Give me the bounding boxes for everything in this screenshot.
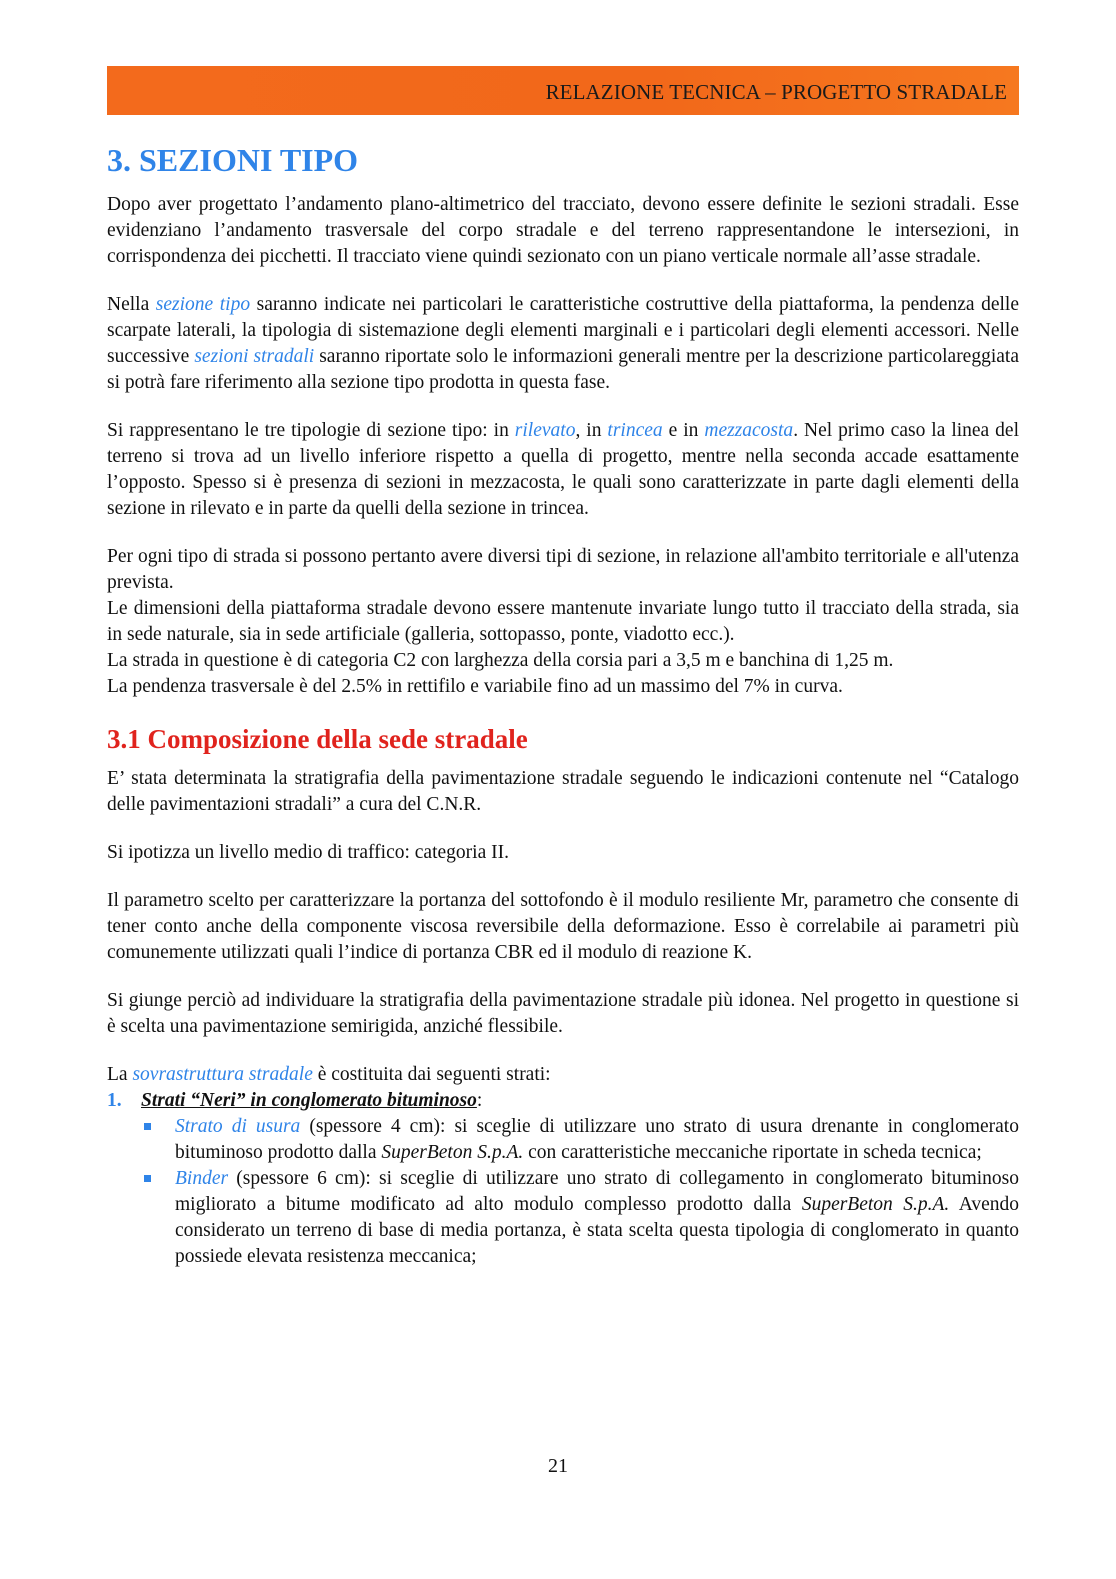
square-bullet-icon	[144, 1175, 151, 1182]
section-3-paragraph-5: Le dimensioni della piattaforma stradale devono essere mantenute invariate lungo tutto il tracciato della strada, sia in sede naturale, sia in sede artificiale (galleria, sottopasso, ponte, viadotto ecc.).	[107, 598, 1019, 645]
page-number: 21	[548, 1455, 568, 1477]
list-number: 1.	[107, 1090, 122, 1111]
term-mezzacosta: mezzacosta	[704, 420, 794, 441]
section-3-1-paragraph-4: Si giunge perciò ad individuare la stratigrafia della pavimentazione stradale più idonea. Nel progetto in questione si è scelta una pavimentazione semirigida, anziché flessibile.	[107, 990, 1019, 1037]
list-item-strati-neri: 1. Strati “Neri” in conglomerato bituminoso:	[107, 1088, 1019, 1114]
section-3-paragraph-4: Per ogni tipo di strada si possono pertanto avere diversi tipi di sezione, in relazione all'ambito territoriale e all'utenza prevista.	[107, 546, 1019, 593]
bullet-strato-usura: Strato di usura (spessore 4 cm): si sceglie di utilizzare uno strato di usura drenante in conglomerato bituminoso prodotto dalla SuperBeton S.p.A. con caratteristiche meccaniche riportate in scheda tecnica;	[107, 1114, 1019, 1166]
bullet-binder: Binder (spessore 6 cm): si sceglie di utilizzare uno strato di collegamento in conglomerato bituminoso migliorato a bitume modificato ad alto modulo complesso prodotto dalla SuperBeton S.p.A. Avendo considerato un terreno di base di media portanza, è stata scelta questa tipologia di conglomerato in quanto possiede elevata resistenza meccanica;	[107, 1166, 1019, 1270]
section-3-1-paragraph-2: Si ipotizza un livello medio di traffico: categoria II.	[107, 842, 509, 863]
square-bullet-icon	[144, 1123, 151, 1130]
section-3-paragraph-1: Dopo aver progettato l’andamento plano-altimetrico del tracciato, devono essere definite le sezioni stradali. Esse evidenziano l’andamento trasversale del corpo stradale e del terreno rappresentandone le intersezioni, in corrispondenza dei picchetti. Il tracciato viene quindi sezionato con un piano verticale normale all’asse stradale.	[107, 194, 1019, 267]
term-binder: Binder	[175, 1168, 229, 1189]
header-title: RELAZIONE TECNICA – PROGETTO STRADALE	[545, 80, 1007, 104]
section-3-paragraph-7: La pendenza trasversale è del 2.5% in rettifilo e variabile fino ad un massimo del 7% in curva.	[107, 676, 843, 697]
section-3-1-title: 3.1 Composizione della sede stradale	[107, 724, 528, 754]
list-item-title: Strati “Neri” in conglomerato bituminoso	[141, 1090, 477, 1111]
section-3-1-paragraph-1: E’ stata determinata la stratigrafia della pavimentazione stradale seguendo le indicazioni contenute nel “Catalogo delle pavimentazioni stradali” a cura del C.N.R.	[107, 768, 1019, 815]
term-trincea: trincea	[607, 420, 663, 441]
term-sezione-tipo: sezione tipo	[155, 294, 251, 315]
term-sovrastruttura-stradale: sovrastruttura stradale	[132, 1064, 313, 1085]
page-content	[107, 140, 1019, 1270]
section-3-1-paragraph-5: La sovrastruttura stradale è costituita dai seguenti strati:	[107, 1064, 551, 1085]
section-3-paragraph-2: Nella sezione tipo saranno indicate nei particolari le caratteristiche costruttive della piattaforma, la pendenza delle scarpate laterali, la tipologia di sistemazione degli elementi marginali e i particolari degli elementi accessori. Nelle successive sezioni stradali saranno riportate solo le informazioni generali mentre per la descrizione particolareggiata si potrà fare riferimento alla sezione tipo prodotta in questa fase.	[107, 294, 1019, 393]
term-rilevato: rilevato	[514, 420, 576, 441]
section-3-title: 3. SEZIONI TIPO	[107, 142, 359, 178]
section-3-paragraph-3: Si rappresentano le tre tipologie di sezione tipo: in rilevato, in trincea e in mezzacosta. Nel primo caso la linea del terreno si trova ad un livello inferiore rispetto a quella di progetto, mentre nella seconda accade esattamente l’opposto. Spesso si è presenza di sezioni in mezzacosta, le quali sono caratterizzate in parte dagli elementi della sezione in rilevato e in parte da quelli della sezione in trincea.	[107, 420, 1019, 519]
term-sezioni-stradali: sezioni stradali	[194, 346, 315, 367]
term-strato-di-usura: Strato di usura	[175, 1116, 301, 1137]
section-3-paragraph-6: La strada in questione è di categoria C2 con larghezza della corsia pari a 3,5 m e banchina di 1,25 m.	[107, 650, 894, 671]
header-bar	[107, 66, 1019, 115]
section-3-1-paragraph-3: Il parametro scelto per caratterizzare la portanza del sottofondo è il modulo resiliente Mr, parametro che consente di tener conto anche della componente viscosa reversibile della deformazione. Esso è correlabile ai parametri più comunemente utilizzati quali l’indice di portanza CBR ed il modulo di reazione K.	[107, 890, 1019, 963]
